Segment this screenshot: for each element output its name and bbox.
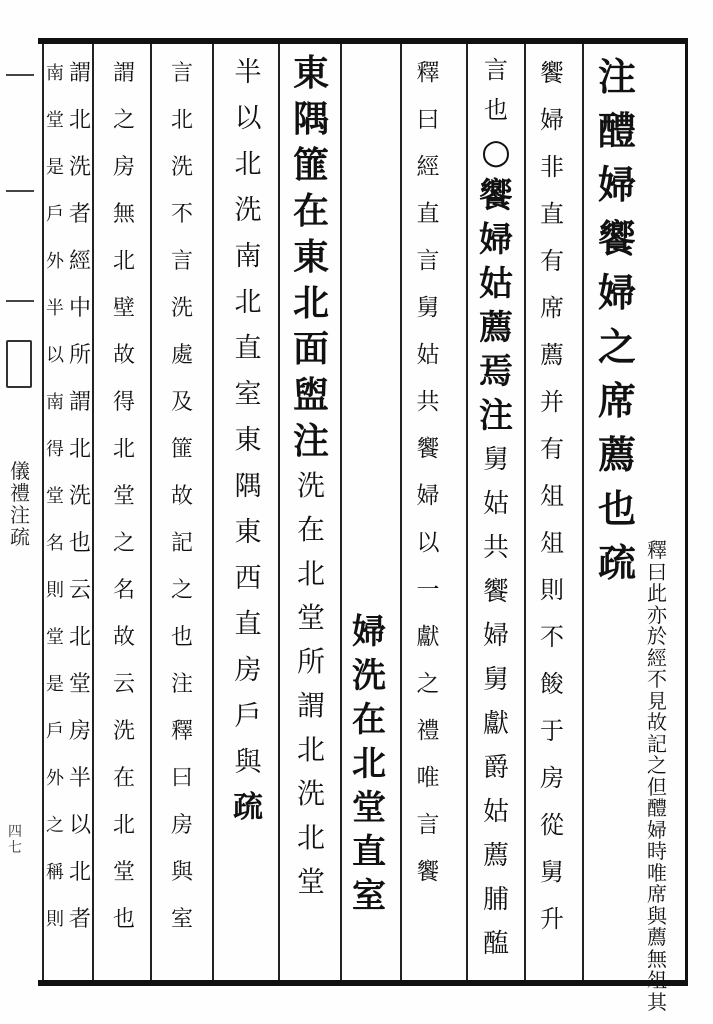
text-char: 北 (68, 108, 91, 133)
text-char: 言 (416, 248, 440, 274)
text-char: 醴 (597, 108, 636, 153)
text-char: 俎 (647, 968, 667, 992)
text-char: 稱 (46, 862, 64, 883)
text-char: 姑 (482, 797, 509, 827)
text-char: 與 (170, 860, 193, 885)
text-char: 盥 (292, 374, 329, 416)
text-char: 在 (112, 766, 135, 791)
text-char: 從 (540, 811, 564, 839)
text-char: 疏 (597, 540, 636, 585)
text-char: 東 (234, 425, 262, 456)
gutter-char: 疏 (10, 525, 30, 549)
text-char: 無 (647, 946, 667, 971)
column-rule (466, 44, 468, 980)
text-char: 共 (416, 389, 440, 415)
text-char: 注 (292, 420, 329, 462)
gutter-rule (6, 300, 34, 302)
text-column (592, 50, 676, 1013)
text-char: 疏 (233, 790, 263, 825)
text-column (220, 50, 276, 830)
text-char: 西 (234, 563, 262, 594)
text-char: 北 (112, 437, 135, 462)
gutter-char: 注 (10, 503, 30, 527)
text-char: 以 (416, 530, 440, 556)
text-char: 則 (540, 576, 564, 604)
text-char: 堂 (68, 672, 91, 697)
text-char: 堂 (112, 860, 135, 885)
text-char: 房 (68, 719, 91, 744)
text-char: 之 (416, 671, 440, 697)
fish-tail-mark (6, 340, 32, 388)
text-char: 饗 (416, 859, 440, 885)
text-char: 云 (68, 578, 91, 603)
text-char: 謂 (68, 61, 91, 86)
text-char: 經 (68, 249, 91, 274)
text-char: 及 (170, 390, 193, 415)
text-char: 也 (112, 907, 135, 932)
text-char: 則 (46, 580, 64, 601)
text-char: 釋 (170, 719, 193, 744)
text-char: 故 (112, 343, 135, 368)
text-char: 有 (540, 435, 564, 463)
text-char: 北 (170, 108, 193, 133)
text-char: 注 (170, 672, 193, 697)
text-char: 言 (416, 812, 440, 838)
text-char: 於 (647, 624, 667, 648)
text-char: 記 (647, 731, 667, 756)
text-char: 直 (540, 200, 564, 228)
text-char: 戶 (46, 721, 64, 742)
text-char: 釋 (647, 538, 667, 562)
text-char: 唯 (647, 860, 667, 885)
text-char: 洗 (68, 155, 91, 180)
text-char: 以 (68, 813, 91, 838)
text-char: 堂 (46, 110, 64, 131)
text-char: 北 (352, 744, 386, 784)
text-char: 房 (540, 764, 564, 792)
text-char: 北 (68, 860, 91, 885)
text-char: 舅 (540, 858, 564, 886)
text-column (100, 50, 148, 943)
text-char: 言 (170, 249, 193, 274)
text-char: 以 (234, 103, 262, 134)
text-char: 名 (46, 533, 64, 554)
text-char: 故 (112, 625, 135, 650)
text-char: 舅 (416, 295, 440, 321)
main-text (592, 50, 642, 590)
text-column (532, 50, 572, 943)
text-char: 言 (170, 61, 193, 86)
text-char: 者 (68, 907, 91, 932)
text-char: 外 (46, 768, 64, 789)
text-char: 焉 (479, 352, 513, 392)
text-char: 則 (46, 909, 64, 930)
text-char: 洗 (296, 469, 325, 502)
text-char: 北 (234, 149, 262, 180)
text-char: 堂 (46, 627, 64, 648)
text-char: 謂 (296, 689, 325, 722)
text-char: 曰 (647, 559, 667, 584)
text-char: 洗 (296, 777, 325, 810)
text-char: 北 (296, 733, 325, 766)
text-column (472, 50, 520, 966)
text-char: 直 (234, 609, 262, 640)
text-char: 在 (296, 513, 325, 546)
text-char: 北 (68, 625, 91, 650)
text-char: 婦 (540, 106, 564, 134)
text-char: 東 (234, 517, 262, 548)
gutter-rule (6, 190, 34, 192)
text-column (46, 50, 64, 943)
text-char: 薦 (540, 341, 564, 369)
text-char: 之 (597, 324, 636, 369)
text-char: 面 (292, 328, 329, 370)
page-number (8, 824, 22, 856)
text-column (408, 50, 448, 896)
gutter-rule (6, 74, 34, 76)
text-char: 注 (597, 54, 636, 99)
text-char: 也 (597, 486, 636, 531)
text-char: 洗 (170, 296, 193, 321)
column-rule (42, 44, 44, 980)
text-char: 醴 (647, 796, 667, 820)
text-char: 薦 (647, 925, 667, 949)
column-rule (524, 44, 526, 980)
text-char: 篚 (292, 144, 329, 186)
text-char: 也 (68, 531, 91, 556)
text-char: 北 (292, 282, 329, 324)
text-char: 堂 (296, 601, 325, 634)
text-char: 俎 (540, 482, 564, 510)
text-char: 半 (46, 298, 64, 319)
text-char: 饗 (540, 59, 564, 87)
text-char: 不 (170, 202, 193, 227)
text-column (282, 50, 402, 918)
text-char: 脯 (482, 885, 509, 915)
text-char: 北 (68, 437, 91, 462)
text-char: 有 (540, 247, 564, 275)
text-char: 一 (416, 577, 440, 603)
text-char: 半 (68, 766, 91, 791)
text-char: 房 (170, 813, 193, 838)
text-char: 在 (352, 700, 386, 740)
text-char: 曰 (170, 766, 193, 791)
text-char: 與 (234, 747, 262, 778)
text-char: 東 (292, 236, 329, 278)
text-char: 直 (352, 832, 386, 872)
text-char: 曰 (416, 107, 440, 133)
text-char: 薦 (482, 841, 509, 871)
text-char: 經 (416, 154, 440, 180)
text-char: 北 (234, 287, 262, 318)
book-title (6, 460, 34, 548)
text-char: 婦 (479, 220, 513, 260)
text-char: 北 (112, 813, 135, 838)
text-char: 爵 (482, 753, 509, 783)
text-char: 俎 (540, 529, 564, 557)
text-char: 獻 (482, 709, 509, 739)
text-char: 獻 (416, 624, 440, 650)
text-char: 禮 (416, 718, 440, 744)
text-char: 饗 (416, 436, 440, 462)
text-char: 堂 (46, 486, 64, 507)
text-char: 唯 (416, 765, 440, 791)
text-char: 得 (112, 390, 135, 415)
text-char: 中 (68, 296, 91, 321)
text-char: 姑 (416, 342, 440, 368)
text-char: 婦 (597, 270, 636, 315)
column-rule (582, 44, 584, 980)
text-char: 以 (46, 345, 64, 366)
text-char: 此 (647, 581, 667, 605)
text-char: 非 (540, 153, 564, 181)
commentary-text (642, 540, 672, 1013)
gutter-char: 四 (8, 824, 22, 840)
text-char: 者 (68, 202, 91, 227)
text-char: 不 (540, 623, 564, 651)
text-char: 洗 (352, 656, 386, 696)
text-char: 南 (234, 241, 262, 272)
text-char: 婦 (482, 621, 509, 651)
text-char: 戶 (46, 204, 64, 225)
text-char: 婦 (597, 162, 636, 207)
text-char: 室 (170, 907, 193, 932)
main-text (340, 610, 398, 918)
main-text (282, 50, 340, 904)
text-char: 之 (170, 578, 193, 603)
text-char: 饗 (482, 577, 509, 607)
text-char: 名 (112, 578, 135, 603)
text-char: 于 (540, 717, 564, 745)
text-char: 也 (170, 625, 193, 650)
text-char: 之 (112, 108, 135, 133)
text-char: 釋 (416, 60, 440, 86)
text-char: 處 (170, 343, 193, 368)
text-char: 外 (46, 251, 64, 272)
text-char: 記 (170, 531, 193, 556)
text-char: 篚 (170, 437, 193, 462)
text-char: 房 (234, 655, 262, 686)
text-char: 無 (112, 202, 135, 227)
gutter-char: 禮 (10, 481, 30, 505)
text-char: 饗 (597, 216, 636, 261)
text-char: 在 (292, 190, 329, 232)
text-char: 婦 (352, 612, 386, 652)
text-char: 席 (597, 378, 636, 423)
text-char: 堂 (112, 484, 135, 509)
text-column (60, 50, 100, 943)
text-char: 席 (540, 294, 564, 322)
text-char: 其 (647, 989, 667, 1014)
text-char: 并 (540, 388, 564, 416)
text-char: 洗 (68, 484, 91, 509)
text-char: 姑 (482, 489, 509, 519)
text-char: 不 (647, 667, 667, 691)
text-char: 故 (170, 484, 193, 509)
text-char: 北 (296, 557, 325, 590)
text-char: 與 (647, 903, 667, 928)
text-char: 時 (647, 839, 667, 863)
page-gutter (0, 40, 38, 990)
text-char: 之 (46, 815, 64, 836)
text-char: 所 (296, 645, 325, 678)
text-char: 南 (46, 392, 64, 413)
text-char: 故 (647, 710, 667, 734)
text-char: 室 (234, 379, 262, 410)
text-char: 姑 (479, 264, 513, 304)
text-char: 隅 (234, 471, 262, 502)
text-char: 薦 (597, 432, 636, 477)
text-char: 見 (647, 688, 667, 713)
text-char: 房 (112, 155, 135, 180)
text-char: 餕 (540, 670, 564, 698)
gutter-char: 七 (8, 840, 22, 856)
text-char: 堂 (352, 788, 386, 828)
text-char: 升 (540, 905, 564, 933)
text-char: 室 (352, 876, 386, 916)
text-char: 洗 (170, 155, 193, 180)
text-char: 東 (292, 52, 329, 94)
text-char: 共 (482, 533, 509, 563)
text-char: 得 (46, 439, 64, 460)
text-char: 直 (416, 201, 440, 227)
text-char: 也 (484, 96, 508, 124)
text-char: 之 (647, 753, 667, 777)
text-char: 饗 (479, 176, 513, 216)
text-char: 洗 (234, 195, 262, 226)
text-char: 言 (484, 56, 508, 84)
text-char: 舅 (482, 665, 509, 695)
text-char: 隅 (292, 98, 329, 140)
text-char: 謂 (68, 390, 91, 415)
text-char: 但 (647, 774, 667, 799)
text-char: 南 (46, 63, 64, 84)
text-char: 是 (46, 157, 64, 178)
text-char: 薦 (479, 308, 513, 348)
text-char: 舅 (482, 445, 509, 475)
text-char: 是 (46, 674, 64, 695)
text-char: 謂 (112, 61, 135, 86)
text-char: 之 (112, 531, 135, 556)
text-char: 所 (68, 343, 91, 368)
text-char: ○ (481, 132, 511, 172)
text-char: 堂 (296, 865, 325, 898)
column-rule (150, 44, 152, 980)
text-char: 半 (234, 57, 262, 88)
column-rule (212, 44, 214, 980)
text-char: 壁 (112, 296, 135, 321)
text-char: 注 (479, 396, 513, 436)
text-column (156, 50, 208, 943)
text-char: 婦 (647, 817, 667, 842)
text-char: 北 (296, 821, 325, 854)
text-char: 戶 (234, 701, 262, 732)
text-char: 席 (647, 882, 667, 906)
text-char: 直 (234, 333, 262, 364)
gutter-char: 儀 (10, 459, 30, 483)
column-rule (278, 44, 280, 980)
text-char: 醢 (482, 929, 509, 959)
text-char: 北 (112, 249, 135, 274)
text-char: 亦 (647, 602, 667, 627)
text-char: 洗 (112, 719, 135, 744)
text-char: 云 (112, 672, 135, 697)
text-char: 婦 (416, 483, 440, 509)
text-char: 經 (647, 645, 667, 670)
